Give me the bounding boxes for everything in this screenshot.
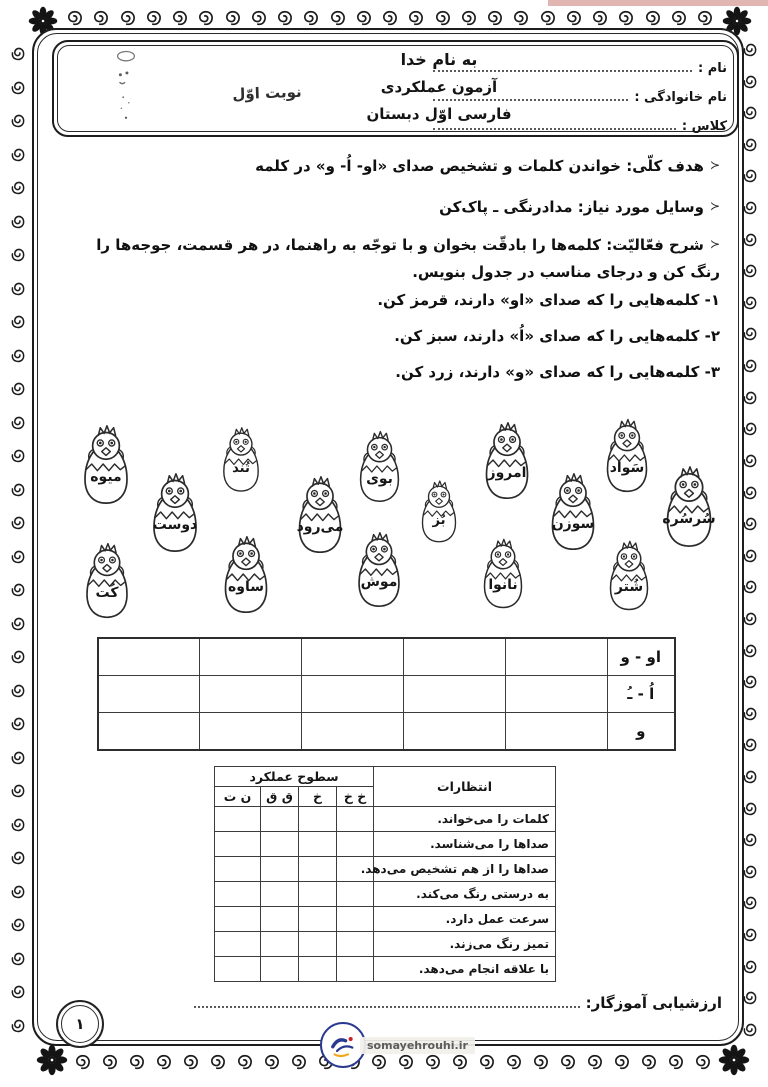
egg	[475, 536, 531, 610]
empty-cell	[403, 638, 505, 676]
egg-word: نانوا	[488, 577, 518, 594]
empty-cell	[302, 676, 404, 713]
swirl-ornament-icon	[261, 1052, 283, 1072]
swirl-ornament-icon	[4, 213, 32, 231]
page-number-value: ۱	[75, 1015, 85, 1033]
swirl-ornament-icon	[4, 347, 32, 365]
swirl-ornament-icon	[4, 481, 32, 499]
table-row	[98, 713, 675, 751]
chick-egg-icon	[213, 533, 279, 615]
swirl-ornament-icon	[4, 682, 32, 700]
activity-line	[64, 231, 720, 286]
empty-cell	[299, 807, 337, 832]
empty-cell	[505, 713, 607, 751]
levels-header: سطوح عملکرد	[215, 767, 374, 787]
swirl-ornament-icon	[4, 983, 32, 1001]
swirl-ornament-icon	[274, 8, 296, 28]
teacher-evaluation-line	[188, 994, 722, 1012]
swirl-ornament-icon	[143, 8, 165, 28]
goal-text: هدف کلّی: خواندن کلمات و تشخیص صدای «او- اُ- و» در کلمه	[255, 157, 704, 175]
expectation-row-label: صداها را می‌شناسد.	[374, 832, 556, 857]
empty-cell	[299, 857, 337, 882]
swirl-ornament-icon	[248, 8, 270, 28]
empty-cell	[299, 832, 337, 857]
swirl-ornament-icon	[4, 179, 32, 197]
swirl-ornament-icon	[510, 8, 532, 28]
sound-table	[97, 637, 676, 751]
swirl-ornament-icon	[584, 1052, 606, 1072]
empty-cell	[302, 638, 404, 676]
instruction-item-1: ۱- کلمه‌هایی را که صدای «او» دارند، قرمز کن.	[377, 291, 720, 309]
teacher-evaluation-label: ارزشیابی آموزگار:	[585, 994, 722, 1012]
swirl-ornament-icon	[642, 8, 664, 28]
egg-word: ساوه	[228, 578, 264, 595]
table-row	[98, 676, 675, 713]
egg	[352, 426, 407, 506]
swirl-ornament-icon	[405, 8, 427, 28]
egg-word: کُت	[95, 584, 119, 601]
empty-cell	[337, 832, 374, 857]
rosette-icon	[36, 1044, 68, 1080]
header-box	[52, 40, 739, 137]
empty-cell	[215, 957, 261, 982]
egg-word: تُند	[232, 461, 250, 477]
empty-cell	[98, 676, 200, 713]
swirl-ornament-icon	[611, 1052, 633, 1072]
swirl-ornament-icon	[563, 8, 585, 28]
chick-doodle-icon	[112, 48, 140, 128]
empty-cell	[215, 832, 261, 857]
swirl-ornament-icon	[222, 8, 244, 28]
materials-line	[64, 193, 720, 221]
empty-cell	[215, 907, 261, 932]
table-row	[215, 932, 556, 957]
sound-row-label: اُ - ـُ	[607, 676, 675, 713]
empty-cell	[299, 907, 337, 932]
swirl-ornament-icon	[64, 8, 86, 28]
swirl-ornament-icon	[4, 280, 32, 298]
bullet-arrow-icon: ≺	[709, 237, 720, 251]
header-titles	[309, 50, 569, 123]
empty-cell	[261, 832, 299, 857]
empty-cell	[403, 713, 505, 751]
egg	[350, 528, 408, 610]
empty-cell	[337, 932, 374, 957]
chick-egg-icon	[598, 538, 660, 612]
egg-word: سَواد	[609, 459, 645, 476]
swirl-ornament-icon	[353, 8, 375, 28]
chick-egg-icon	[288, 473, 352, 555]
empty-cell	[403, 676, 505, 713]
egg	[656, 463, 722, 549]
swirl-ornament-icon	[432, 8, 454, 28]
empty-cell	[299, 932, 337, 957]
egg	[288, 473, 352, 555]
swirl-ornament-icon	[694, 8, 716, 28]
swirl-ornament-icon	[4, 313, 32, 331]
swirl-ornament-icon	[207, 1052, 229, 1072]
egg	[216, 424, 266, 494]
chick-egg-icon	[75, 422, 137, 506]
swirl-ornament-icon	[4, 950, 32, 968]
level-column-header: خ	[299, 787, 337, 807]
instruction-item-2: ۲- کلمه‌هایی را که صدای «اُ» دارند، سبز کن.	[394, 327, 720, 345]
border-swirl-row-top	[64, 7, 716, 29]
empty-cell	[98, 713, 200, 751]
chick-egg-icon	[141, 470, 209, 554]
egg	[539, 470, 607, 552]
swirl-ornament-icon	[4, 79, 32, 97]
swirl-ornament-icon	[72, 1052, 94, 1072]
instruction-item-3: ۳- کلمه‌هایی را که صدای «و» دارند، زرد کن.	[395, 363, 720, 381]
swirl-ornament-icon	[4, 916, 32, 934]
egg	[141, 470, 209, 554]
swirl-ornament-icon	[4, 615, 32, 633]
swirl-ornament-icon	[4, 1017, 32, 1035]
bismillah: به نام خدا	[400, 50, 478, 69]
family-name-label: نام خانوادگی :	[634, 90, 727, 105]
swirl-ornament-icon	[4, 816, 32, 834]
empty-cell	[299, 882, 337, 907]
swirl-ornament-icon	[300, 8, 322, 28]
swirl-ornament-icon	[4, 849, 32, 867]
chick-egg-icon	[539, 470, 607, 552]
egg-word: میوه	[90, 469, 122, 486]
egg-word: بوی	[366, 470, 393, 487]
swirl-ornament-icon	[4, 648, 32, 666]
egg-word: بُز	[432, 512, 446, 528]
empty-cell	[98, 638, 200, 676]
swirl-ornament-icon	[126, 1052, 148, 1072]
swirl-ornament-icon	[665, 1052, 687, 1072]
swirl-ornament-icon	[153, 1052, 175, 1072]
table-row	[98, 638, 675, 676]
egg	[75, 422, 137, 506]
swirl-ornament-icon	[668, 8, 690, 28]
swirl-ornament-icon	[288, 1052, 310, 1072]
expectation-row-label: کلمات را می‌خواند.	[374, 807, 556, 832]
swirl-ornament-icon	[4, 45, 32, 63]
swirl-ornament-icon	[4, 581, 32, 599]
table-row	[215, 957, 556, 982]
bullet-arrow-icon: ≺	[709, 158, 720, 172]
swirl-ornament-icon	[4, 782, 32, 800]
empty-cell	[200, 638, 302, 676]
swirl-ornament-icon	[327, 8, 349, 28]
egg	[213, 533, 279, 615]
chick-egg-icon	[350, 528, 408, 610]
swirl-ornament-icon	[4, 380, 32, 398]
materials-text: وسایل مورد نیاز: مدادرنگی ـ پاک‌کن	[439, 198, 704, 216]
empty-cell	[299, 957, 337, 982]
chick-egg-icon	[77, 540, 137, 620]
egg	[477, 419, 537, 501]
egg-word: می‌رود	[296, 518, 344, 535]
table-row	[215, 767, 556, 787]
empty-cell	[215, 882, 261, 907]
egg-word: امروز	[487, 464, 527, 481]
expectation-row-label: با علاقه انجام می‌دهد.	[374, 957, 556, 982]
bullet-arrow-icon: ≺	[709, 199, 720, 213]
empty-cell	[215, 857, 261, 882]
swirl-ornament-icon	[503, 1052, 525, 1072]
swirl-ornament-icon	[615, 8, 637, 28]
swirl-ornament-icon	[4, 548, 32, 566]
swirl-ornament-icon	[484, 8, 506, 28]
rosette-icon	[718, 1044, 750, 1080]
name-label: نام :	[697, 61, 727, 76]
goal-line	[64, 152, 720, 180]
swirl-ornament-icon	[99, 1052, 121, 1072]
swirl-ornament-icon	[692, 1052, 714, 1072]
exam-title: آزمون عملکردی	[380, 78, 498, 96]
class-label: کلاس :	[681, 119, 727, 134]
chick-egg-icon	[352, 426, 407, 506]
empty-cell	[337, 882, 374, 907]
empty-cell	[261, 907, 299, 932]
swirl-ornament-icon	[169, 8, 191, 28]
swirl-ornament-icon	[4, 749, 32, 767]
egg-word: دوست	[152, 517, 198, 534]
activity-text: شرح فعّالیّت: کلمه‌ها را بادقّت بخوان و با توجّه به راهنما، در هر قسمت، جوجه‌ها را رنگ کن و درجای مناسب در جدول بنویس.	[96, 236, 720, 281]
level-column-header: خ خ	[337, 787, 374, 807]
swirl-ornament-icon	[117, 8, 139, 28]
table-row	[215, 832, 556, 857]
swirl-ornament-icon	[557, 1052, 579, 1072]
empty-cell	[337, 907, 374, 932]
swirl-ornament-icon	[458, 8, 480, 28]
table-row	[215, 807, 556, 832]
dotted-line	[433, 127, 676, 130]
empty-cell	[505, 638, 607, 676]
swirl-ornament-icon	[4, 514, 32, 532]
page-number	[56, 1000, 104, 1048]
empty-cell	[261, 882, 299, 907]
egg-word: سوزن	[551, 515, 595, 532]
border-swirl-col-left	[7, 40, 29, 1040]
table-row	[215, 882, 556, 907]
empty-cell	[200, 676, 302, 713]
egg	[77, 540, 137, 620]
empty-cell	[337, 957, 374, 982]
swirl-ornament-icon	[530, 1052, 552, 1072]
swirl-ornament-icon	[4, 447, 32, 465]
swirl-ornament-icon	[379, 8, 401, 28]
chick-egg-icon	[216, 424, 266, 494]
chick-egg-icon	[414, 478, 464, 544]
expectation-row-label: سرعت عمل دارد.	[374, 907, 556, 932]
swirl-ornament-icon	[476, 1052, 498, 1072]
watermark	[320, 1022, 475, 1068]
swirl-ornament-icon	[4, 883, 32, 901]
empty-cell	[261, 857, 299, 882]
chick-egg-icon	[477, 419, 537, 501]
empty-cell	[215, 807, 261, 832]
chick-egg-icon	[656, 463, 722, 549]
exam-subtitle: فارسی اوّل دبستان	[366, 105, 512, 123]
expectations-header: انتظارات	[374, 767, 556, 807]
egg-word: موش	[360, 573, 398, 590]
chick-egg-icon	[475, 536, 531, 610]
empty-cell	[505, 676, 607, 713]
empty-cell	[261, 957, 299, 982]
swirl-ornament-icon	[638, 1052, 660, 1072]
rubric-table	[214, 766, 556, 982]
egg-word: سُرسُره	[662, 511, 716, 528]
expectation-row-label: تمیز رنگ می‌زند.	[374, 932, 556, 957]
expectation-row-label: به درستی رنگ می‌کند.	[374, 882, 556, 907]
sound-row-label: او - و	[607, 638, 675, 676]
swirl-ornament-icon	[589, 8, 611, 28]
empty-cell	[261, 932, 299, 957]
empty-cell	[261, 807, 299, 832]
sound-row-label: و	[607, 713, 675, 751]
swirl-ornament-icon	[195, 8, 217, 28]
swirl-ornament-icon	[4, 146, 32, 164]
swirl-ornament-icon	[537, 8, 559, 28]
swirl-ornament-icon	[4, 414, 32, 432]
swirl-ornament-icon	[90, 8, 112, 28]
term-label: نوبت اوّل	[232, 82, 302, 104]
egg-word: شُتر	[614, 579, 644, 596]
watermark-text: somayehrouhi.ir	[360, 1037, 475, 1054]
egg	[414, 478, 464, 544]
empty-cell	[215, 932, 261, 957]
expectation-row-label: صداها را از هم تشخیص می‌دهد.	[374, 857, 556, 882]
swirl-ornament-icon	[4, 246, 32, 264]
evaluation-dotted-line	[194, 1005, 580, 1008]
table-row	[215, 907, 556, 932]
swirl-ornament-icon	[234, 1052, 256, 1072]
table-row	[215, 857, 556, 882]
level-column-header: ن ت	[215, 787, 261, 807]
level-column-header: ق ق	[261, 787, 299, 807]
swirl-ornament-icon	[4, 112, 32, 130]
swirl-ornament-icon	[4, 715, 32, 733]
empty-cell	[337, 807, 374, 832]
empty-cell	[200, 713, 302, 751]
empty-cell	[302, 713, 404, 751]
egg	[598, 538, 660, 612]
swirl-ornament-icon	[180, 1052, 202, 1072]
